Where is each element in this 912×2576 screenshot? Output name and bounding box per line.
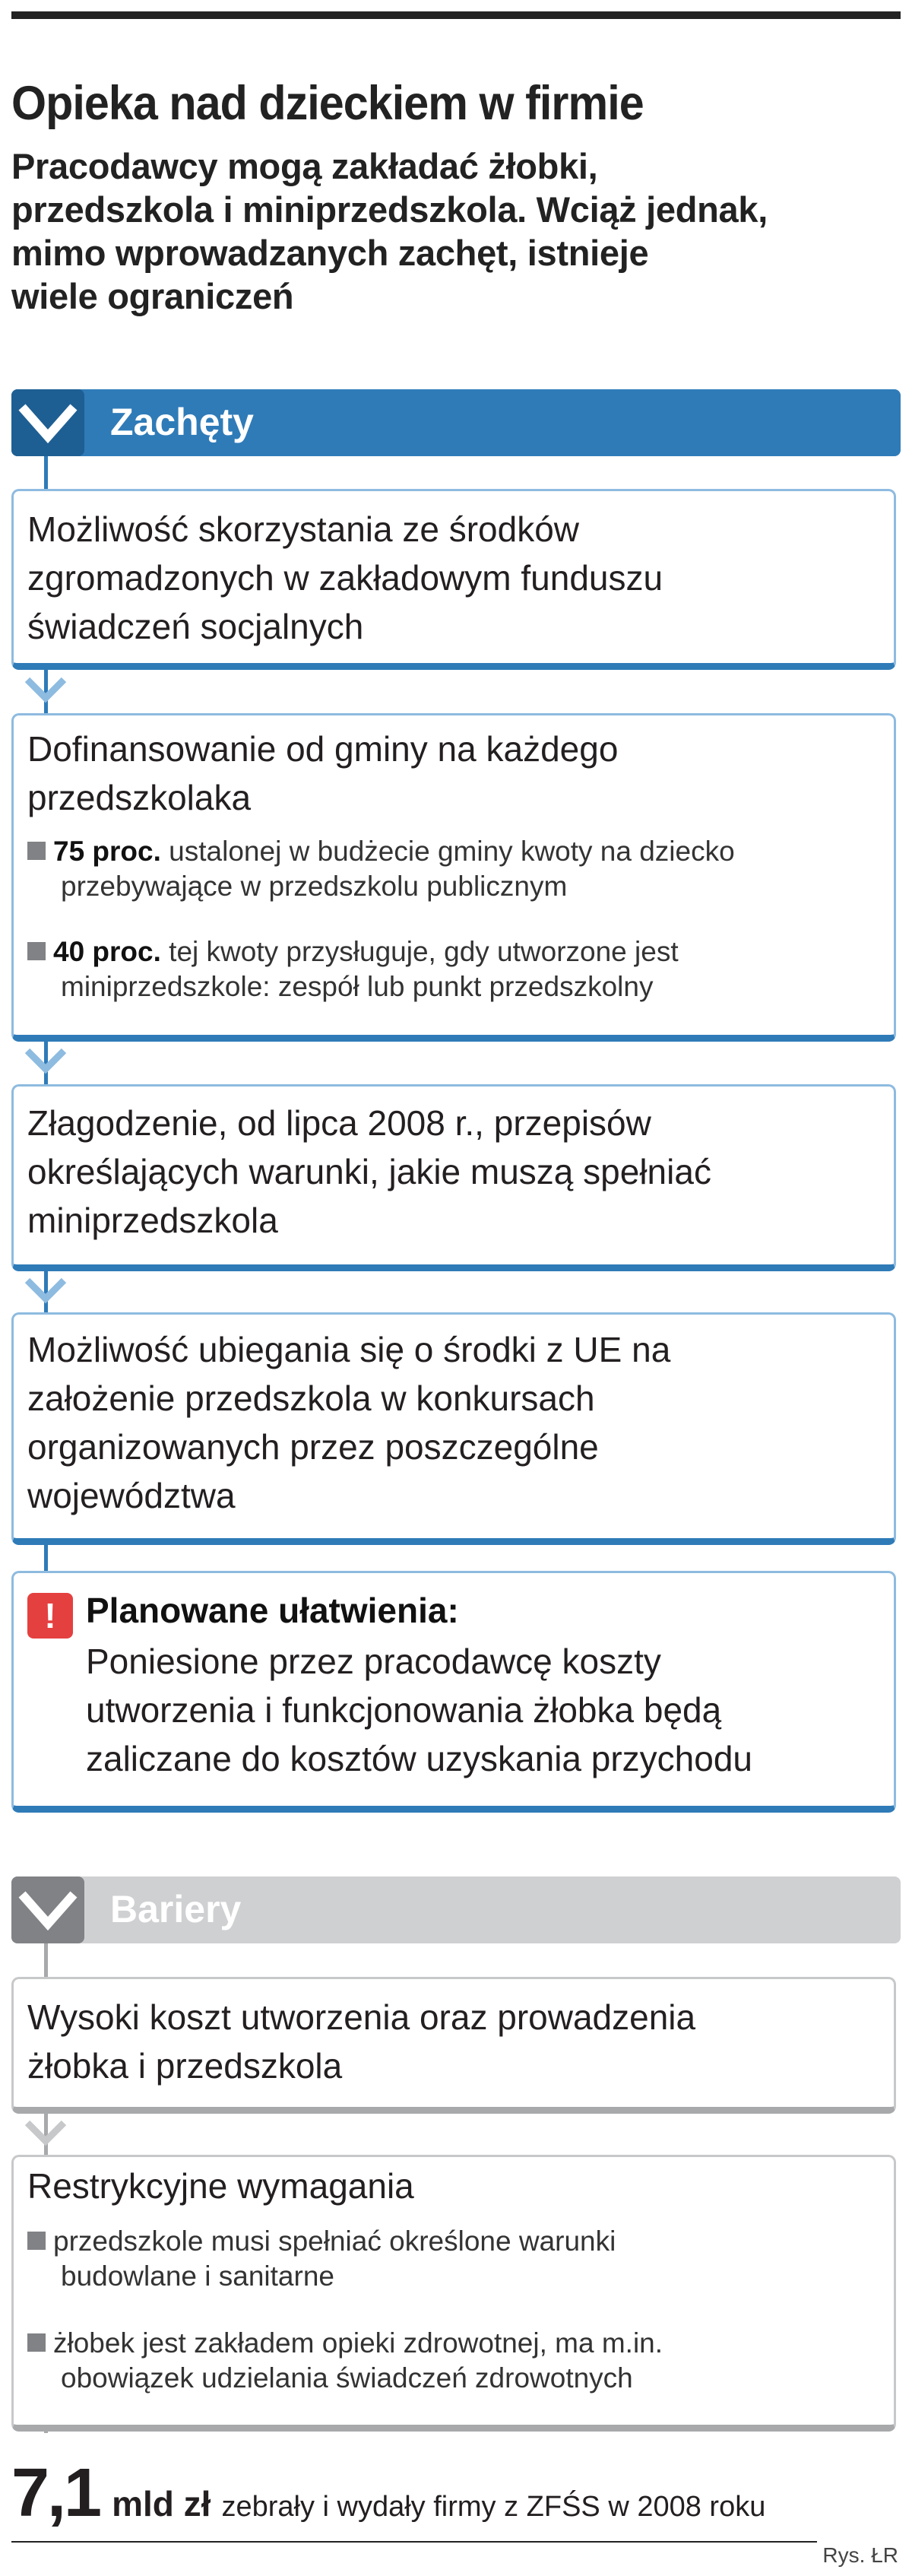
incentive-card-regulations [11, 1084, 896, 1271]
chevron-down-icon [11, 389, 84, 456]
bullet-text: przebywające w przedszkolu publicznym [61, 871, 568, 902]
bullet-text: obowiązek udzielania świadczeń zdrowotnych [61, 2362, 633, 2394]
text-line: miniprzedszkola [27, 1201, 278, 1240]
bullet-text: budowlane i sanitarne [61, 2260, 334, 2292]
text-line: założenie przedszkola w konkursach [27, 1378, 595, 1418]
bullet-bold: 40 proc. [53, 936, 161, 967]
stat-value: 7,1 [11, 2455, 100, 2531]
card-text [27, 1325, 670, 1520]
connector-chevron-icon [23, 2117, 68, 2149]
bullet-square-icon [27, 842, 46, 860]
text-line: Poniesione przez pracodawcę koszty [86, 1642, 661, 1681]
barrier-card-cost [11, 1977, 896, 2114]
chevron-down-icon [11, 1876, 84, 1943]
bullet-text: tej kwoty przysługuje, gdy utworzone jest [160, 936, 679, 967]
text-line: żłobka i przedszkola [27, 2046, 343, 2086]
text-line: organizowanych przez poszczególne [27, 1427, 599, 1467]
planned-facilitations-card [11, 1571, 896, 1813]
bullet-item [27, 2224, 616, 2294]
text-line: Restrykcyjne wymagania [27, 2166, 414, 2206]
incentives-header [11, 389, 901, 456]
card-text [27, 725, 618, 822]
subtitle-line: przedszkola i miniprzedszkola. Wciąż jednak, [11, 189, 768, 230]
stat-line [11, 2454, 765, 2533]
bullet-text: żłobek jest zakładem opieki zdrowotnej, ma m.in. [53, 2327, 663, 2359]
incentive-card-eu-funds [11, 1312, 896, 1545]
connector-chevron-icon [23, 1045, 68, 1077]
text-line: Możliwość skorzystania ze środków [27, 509, 580, 549]
barriers-header [11, 1876, 901, 1943]
text-line: określających warunki, jakie muszą spełniać [27, 1152, 711, 1191]
connector-chevron-icon [23, 674, 68, 706]
bullet-item [27, 2326, 663, 2396]
credit: Rys. ŁR [822, 2543, 898, 2567]
barrier-card-requirements [11, 2155, 896, 2432]
text-line: Złagodzenie, od lipca 2008 r., przepisów [27, 1103, 651, 1143]
alert-icon: ! [27, 1593, 73, 1639]
bullet-square-icon [27, 2333, 46, 2352]
incentives-label: Zachęty [110, 401, 254, 443]
incentive-card-fund [11, 489, 896, 670]
card-text [27, 1099, 711, 1245]
subtitle-line: mimo wprowadzanych zachęt, istnieje [11, 233, 649, 273]
card-text [27, 1993, 695, 2090]
text-line: Dofinansowanie od gminy na każdego [27, 729, 619, 769]
page-title: Opieka nad dzieckiem w firmie [11, 77, 644, 130]
bullet-square-icon [27, 942, 46, 960]
bullet-text: przedszkole musi spełniać określone warunki [53, 2225, 616, 2257]
stat-description: zebrały i wydały firmy z ZFŚS w 2008 roku [221, 2491, 766, 2523]
text-line: utworzenia i funkcjonowania żłobka będą [86, 1690, 722, 1730]
subtitle-line: wiele ograniczeń [11, 276, 294, 316]
planned-text [86, 1637, 752, 1783]
subtitle [11, 144, 908, 318]
connector-chevron-icon [23, 1274, 68, 1306]
bullet-item [27, 834, 735, 904]
stat-unit: mld zł [112, 2484, 211, 2524]
text-line: zaliczane do kosztów uzyskania przychodu [86, 1739, 753, 1778]
text-line: zgromadzonych w zakładowym funduszu [27, 558, 663, 598]
subtitle-line: Pracodawcy mogą zakładać żłobki, [11, 146, 598, 186]
bullet-bold: 75 proc. [53, 836, 161, 867]
bullet-square-icon [27, 2232, 46, 2250]
bottom-rule [11, 2541, 817, 2543]
bullet-item [27, 934, 679, 1004]
bullet-text: ustalonej w budżecie gminy kwoty na dziecko [160, 836, 735, 867]
planned-title: Planowane ułatwienia: [86, 1591, 459, 1630]
text-line: świadczeń socjalnych [27, 607, 364, 646]
bullet-text: miniprzedszkole: zespół lub punkt przedszkolny [61, 971, 654, 1002]
barriers-label: Bariery [110, 1888, 242, 1930]
text-line: Możliwość ubiegania się o środki z UE na [27, 1330, 671, 1369]
card-text [27, 2162, 414, 2210]
text-line: województwa [27, 1476, 236, 1515]
incentive-card-municipality [11, 713, 896, 1042]
top-rule [11, 11, 901, 19]
text-line: przedszkolaka [27, 778, 252, 817]
text-line: Wysoki koszt utworzenia oraz prowadzenia [27, 1997, 696, 2037]
card-text [27, 505, 663, 651]
